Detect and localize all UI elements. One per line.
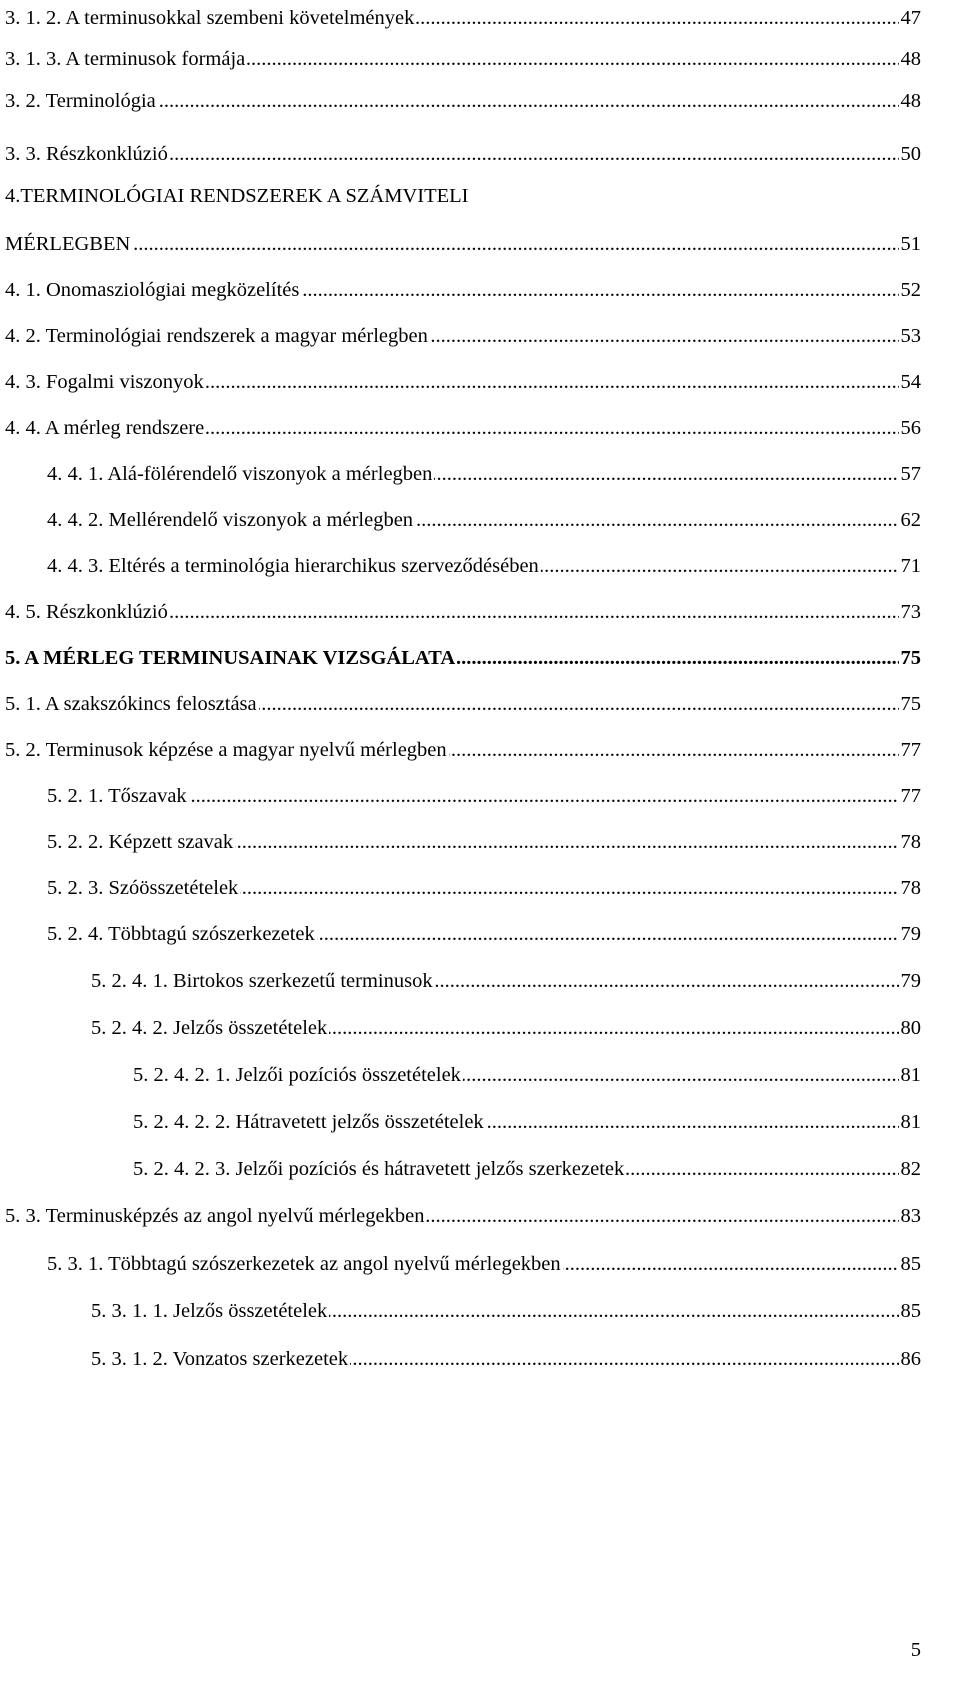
toc-entry-page: 79 (899, 916, 922, 952)
toc-entry-label: 5. 2. Terminusok képzése a magyar nyelvű mérlegben (5, 732, 449, 768)
toc-entry-label: 4. 4. 2. Mellérendelő viszonyok a mérlegben (47, 502, 415, 538)
toc-entry (0, 456, 960, 492)
toc-entry-label: 5. A MÉRLEG TERMINUSAINAK VIZSGÁLATA (5, 640, 457, 676)
toc-entry (0, 1104, 960, 1140)
toc-entry-page: 62 (899, 502, 922, 538)
toc-entry-label: 3. 2. Terminológia (5, 83, 158, 119)
toc-entry-page: 54 (899, 364, 922, 400)
toc-entry-page: 51 (899, 226, 922, 262)
toc-entry-label: 5. 3. 1. Többtagú szószerkezetek az angol nyelvű mérlegekben (47, 1246, 563, 1282)
toc-entry (0, 364, 960, 400)
toc-entry (0, 1341, 960, 1377)
toc-entry-label: 4. 4. 3. Eltérés a terminológia hierarchikus szerveződésében (47, 548, 541, 584)
toc-entry-page: 79 (899, 963, 922, 999)
toc-entry-label: 4.TERMINOLÓGIAI RENDSZEREK A SZÁMVITELI (5, 178, 471, 214)
toc-entry-label: 5. 3. 1. 2. Vonzatos szerkezetek (91, 1341, 350, 1377)
toc-entry-page: 47 (899, 0, 922, 36)
toc-entry-label: 3. 3. Részkonklúzió (5, 136, 170, 172)
toc-entry-label: 5. 3. 1. 1. Jelzős összetételek (91, 1293, 329, 1329)
toc-entry-page: 56 (899, 410, 922, 446)
toc-entry-page: 48 (899, 41, 922, 77)
toc-entry (0, 41, 960, 77)
toc-entry-page: 71 (899, 548, 922, 584)
toc-entry (0, 1246, 960, 1282)
toc-entry (0, 1010, 960, 1046)
toc-entry (0, 732, 960, 768)
toc-entry (0, 1151, 960, 1187)
toc-entry-page: 75 (899, 686, 922, 722)
toc-entry-label: 5. 2. 2. Képzett szavak (47, 824, 235, 860)
toc-entry-page: 81 (899, 1057, 922, 1093)
toc-entry-label: 4. 5. Részkonklúzió (5, 594, 170, 630)
toc-entry-label: 4. 3. Fogalmi viszonyok (5, 364, 206, 400)
toc-entry-page: 50 (899, 136, 922, 172)
toc-entry-label: 5. 2. 1. Tőszavak (47, 778, 189, 814)
toc-entry (0, 686, 960, 722)
toc-entry (0, 778, 960, 814)
toc-entry (0, 824, 960, 860)
toc-entry-label: 5. 2. 4. 1. Birtokos szerkezetű terminusok (91, 963, 435, 999)
toc-entry-label: 5. 2. 4. 2. 2. Hátravetett jelzős összetételek (133, 1104, 486, 1140)
toc-entry-page: 80 (899, 1010, 922, 1046)
toc-entry (0, 916, 960, 952)
toc-entry-label: 5. 2. 4. 2. 1. Jelzői pozíciós összetételek (133, 1057, 463, 1093)
toc-entry-page: 85 (899, 1293, 922, 1329)
toc-entry (0, 870, 960, 906)
toc-entry-label: 5. 2. 4. Többtagú szószerkezetek (47, 916, 317, 952)
toc-entry-label: 4. 4. 1. Alá-fölérendelő viszonyok a mérlegben (47, 456, 434, 492)
toc-entry-page: 81 (899, 1104, 922, 1140)
page-number: 5 (910, 1639, 921, 1661)
toc-entry-heading (0, 178, 960, 214)
toc-entry (0, 318, 960, 354)
toc-entry-label: 5. 1. A szakszókincs felosztása (5, 686, 259, 722)
toc-entry (0, 410, 960, 446)
toc-entry (0, 136, 960, 172)
toc-entry-page: 78 (899, 824, 922, 860)
toc-entry-page: 82 (899, 1151, 922, 1187)
toc-entry-page: 85 (899, 1246, 922, 1282)
toc-entry-page: 48 (899, 83, 922, 119)
toc-entry-label: 5. 3. Terminusképzés az angol nyelvű mérlegekben (5, 1198, 426, 1234)
toc-entry-label: 5. 2. 3. Szóösszetételek (47, 870, 240, 906)
toc-entry (0, 1293, 960, 1329)
toc-entry-label: 4. 4. A mérleg rendszere (5, 410, 206, 446)
toc-entry-page: 73 (899, 594, 922, 630)
toc-entry-page: 86 (899, 1341, 922, 1377)
toc-entry (0, 502, 960, 538)
toc-entry-page: 83 (899, 1198, 922, 1234)
toc-entry-label: 4. 1. Onomasziológiai megközelítés (5, 272, 301, 308)
toc-entry-label: 5. 2. 4. 2. Jelzős összetételek (91, 1010, 329, 1046)
toc-entry (0, 1057, 960, 1093)
dot-leader (5, 226, 921, 262)
toc-entry (0, 226, 960, 262)
toc-entry (0, 594, 960, 630)
toc-entry-page: 77 (899, 778, 922, 814)
toc-entry-page: 57 (899, 456, 922, 492)
toc-entry (0, 548, 960, 584)
toc-entry-page: 77 (899, 732, 922, 768)
toc-entry (0, 963, 960, 999)
toc-entry-page: 75 (899, 640, 922, 676)
toc-entry-label: 5. 2. 4. 2. 3. Jelzői pozíciós és hátravetett jelzős szerkezetek (133, 1151, 626, 1187)
toc-entry-label: 4. 2. Terminológiai rendszerek a magyar mérlegben (5, 318, 430, 354)
toc-entry-page: 52 (899, 272, 922, 308)
toc-entry (0, 0, 960, 36)
toc-entry-label: 3. 1. 3. A terminusok formája (5, 41, 247, 77)
toc-entry (0, 83, 960, 119)
toc-entry-label: MÉRLEGBEN (5, 226, 132, 262)
toc-entry (0, 1198, 960, 1234)
toc-entry-page: 78 (899, 870, 922, 906)
toc-entry-label: 3. 1. 2. A terminusokkal szembeni követelmények (5, 0, 416, 36)
toc-entry-page: 53 (899, 318, 922, 354)
toc-entry (0, 272, 960, 308)
toc-entry-chapter (0, 640, 960, 676)
